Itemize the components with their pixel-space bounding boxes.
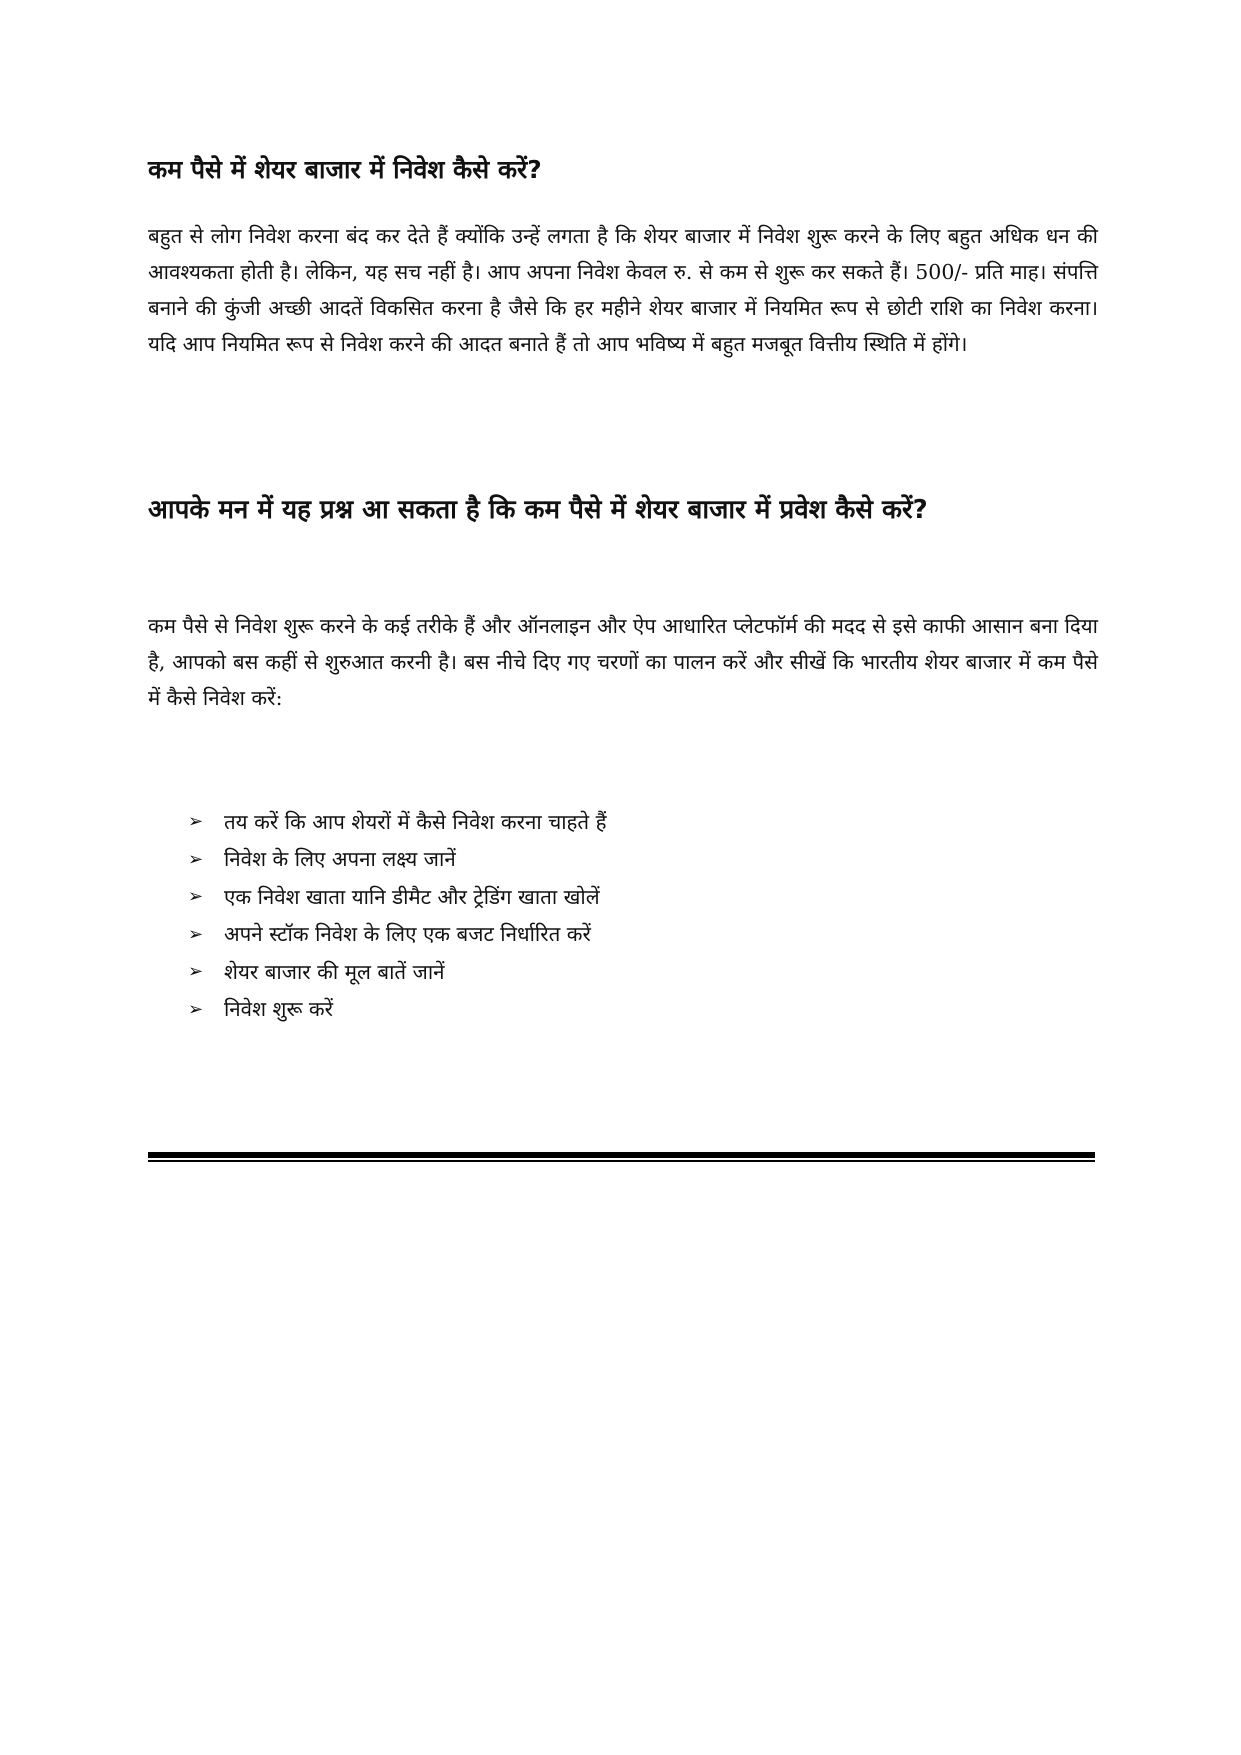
list-item bbox=[188, 841, 607, 879]
section-heading-question: आपके मन में यह प्रश्न आ सकता है कि कम पैसे में शेयर बाजार में प्रवेश कैसे करें? bbox=[148, 495, 928, 525]
list-item-text: निवेश शुरू करें bbox=[224, 997, 334, 1022]
list-item bbox=[188, 878, 607, 916]
steps-list bbox=[188, 803, 607, 1028]
arrow-bullet-icon: ➢ bbox=[188, 811, 204, 833]
list-item-text: अपने स्टॉक निवेश के लिए एक बजट निर्धारित करें bbox=[224, 922, 591, 947]
list-item-text: शेयर बाजार की मूल बातें जानें bbox=[224, 959, 445, 984]
arrow-bullet-icon: ➢ bbox=[188, 886, 204, 908]
steps-intro-paragraph: कम पैसे से निवेश शुरू करने के कई तरीके हैं और ऑनलाइन और ऐप आधारित प्लेटफॉर्म की मदद से इसे काफी आसान बना दिया है, आपको बस कहीं से शुरुआत करनी है। बस नीचे दिए गए चरणों का पालन करें और सीखें कि भारतीय शेयर बाजार में कम पैसे में कैसे निवेश करें: bbox=[148, 614, 1098, 710]
arrow-bullet-icon: ➢ bbox=[188, 961, 204, 983]
divider-thin-line bbox=[148, 1160, 1095, 1162]
list-item bbox=[188, 916, 607, 954]
list-item bbox=[188, 991, 607, 1029]
list-item bbox=[188, 803, 607, 841]
arrow-bullet-icon: ➢ bbox=[188, 923, 204, 945]
horizontal-divider bbox=[148, 1152, 1095, 1162]
arrow-bullet-icon: ➢ bbox=[188, 998, 204, 1020]
list-item-text: तय करें कि आप शेयरों में कैसे निवेश करना चाहते हैं bbox=[224, 809, 607, 834]
list-item-text: निवेश के लिए अपना लक्ष्य जानें bbox=[224, 847, 456, 872]
arrow-bullet-icon: ➢ bbox=[188, 848, 204, 870]
list-item bbox=[188, 953, 607, 991]
intro-paragraph: बहुत से लोग निवेश करना बंद कर देते हैं क्योंकि उन्हें लगता है कि शेयर बाजार में निवेश शुरू करने के लिए बहुत अधिक धन की आवश्यकता होती है। लेकिन, यह सच नहीं है। आप अपना निवेश केवल रु. से कम से शुरू कर सकते हैं। 500/- प्रति माह। संपत्ति बनाने की कुंजी अच्छी आदतें विकसित करना है जैसे कि हर महीने शेयर बाजार में नियमित रूप से छोटी राशि का निवेश करना। यदि आप नियमित रूप से निवेश करने की आदत बनाते हैं तो आप भविष्य में बहुत मजबूत वित्तीय स्थिति में होंगे। bbox=[148, 224, 1098, 356]
section-heading-invest-little-money: कम पैसे में शेयर बाजार में निवेश कैसे करें? bbox=[148, 155, 542, 184]
list-item-text: एक निवेश खाता यानि डीमैट और ट्रेडिंग खाता खोलें bbox=[224, 884, 600, 909]
